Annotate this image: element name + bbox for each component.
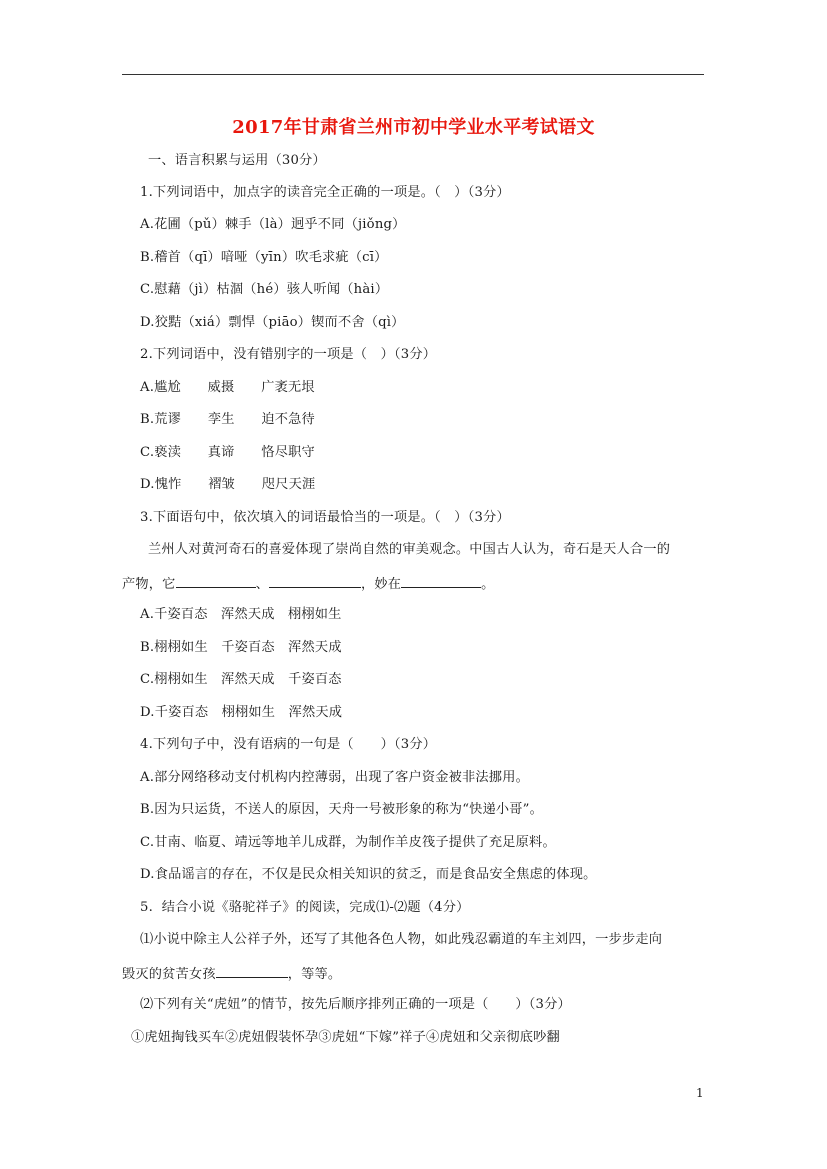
option-4d: D.食品谣言的存在，不仅是民众相关知识的贫乏，而是食品安全焦虑的体现。 [140,867,597,882]
text-segment: 毁灭的贫苦女孩 [122,967,216,982]
option-3d: D.千姿百态 栩栩如生 浑然天成 [140,705,343,720]
option-1d: D.狡黠（xiá）剽悍（piāo）锲而不舍（qì） [140,315,405,330]
section-heading: 一、语言积累与运用（30分） [148,153,326,168]
option-1c: C.慰藉（jì）枯涸（hé）骇人听闻（hài） [140,282,389,297]
question-2: 2.下列词语中，没有错别字的一项是（ ）（3分） [140,347,437,362]
question-1: 1.下列词语中，加点字的读音完全正确的一项是。（ ）（3分） [140,185,510,200]
fill-blank [269,573,361,588]
page-title: 2017年甘肃省兰州市初中学业水平考试语文 [232,117,595,138]
header-rule [122,74,704,75]
option-2d: D.愧怍 褶皱 咫尺天涯 [140,477,316,492]
question-5-part-1-cont [122,963,341,985]
text-segment: ，妙在 [360,577,402,592]
option-2b: B.荒谬 孪生 迫不急待 [140,412,315,427]
page-number: 1 [696,1086,704,1100]
passage-3-line-1: 兰州人对黄河奇石的喜爱体现了崇尚自然的审美观念。中国古人认为，奇石是天人合一的 [148,542,671,557]
option-4b: B.因为只运货，不送人的原因，天舟一号被形象的称为“快递小哥”。 [140,802,544,817]
option-1a: A.花圃（pǔ）棘手（là）迥乎不同（jiǒng） [140,217,406,232]
text-segment: 、 [255,577,269,592]
question-4: 4.下列句子中，没有语病的一句是（ ）（3分） [140,737,437,752]
option-3a: A.千姿百态 浑然天成 栩栩如生 [140,607,342,622]
fill-blank [216,963,288,978]
option-4c: C.甘南、临夏、靖远等地羊儿成群，为制作羊皮筏子提供了充足原料。 [140,835,556,850]
question-5: 5. 结合小说《骆驼祥子》的阅读，完成⑴-⑵题（4分） [140,900,470,915]
option-3c: C.栩栩如生 浑然天成 千姿百态 [140,672,342,687]
question-5-part-2: ⑵下列有关“虎妞”的情节，按先后顺序排列正确的一项是（ ）（3分） [140,997,571,1012]
question-5-part-1: ⑴小说中除主人公祥子外，还写了其他各色人物，如此残忍霸道的车主刘四，一步步走向 [140,932,663,947]
question-3: 3.下面语句中，依次填入的词语最恰当的一项是。（ ）（3分） [140,510,510,525]
passage-3-line-2 [122,573,495,595]
fill-blank [401,573,481,588]
text-segment: 产物，它 [122,577,176,592]
option-3b: B.栩栩如生 千姿百态 浑然天成 [140,640,342,655]
fill-blank [176,573,256,588]
option-4a: A.部分网络移动支付机构内控薄弱，出现了客户资金被非法挪用。 [140,770,529,785]
text-segment: ，等等。 [287,967,342,982]
option-1b: B.稽首（qī）喑哑（yīn）吹毛求疵（cī） [140,250,388,265]
option-2c: C.亵渎 真谛 恪尽职守 [140,445,315,460]
option-2a: A.尴尬 威摄 广袤无垠 [140,380,315,395]
question-5-part-2-options: ①虎妞掏钱买车②虎妞假装怀孕③虎妞“下嫁”祥子④虎妞和父亲彻底吵翻 [131,1030,560,1045]
text-segment: 。 [481,577,495,592]
